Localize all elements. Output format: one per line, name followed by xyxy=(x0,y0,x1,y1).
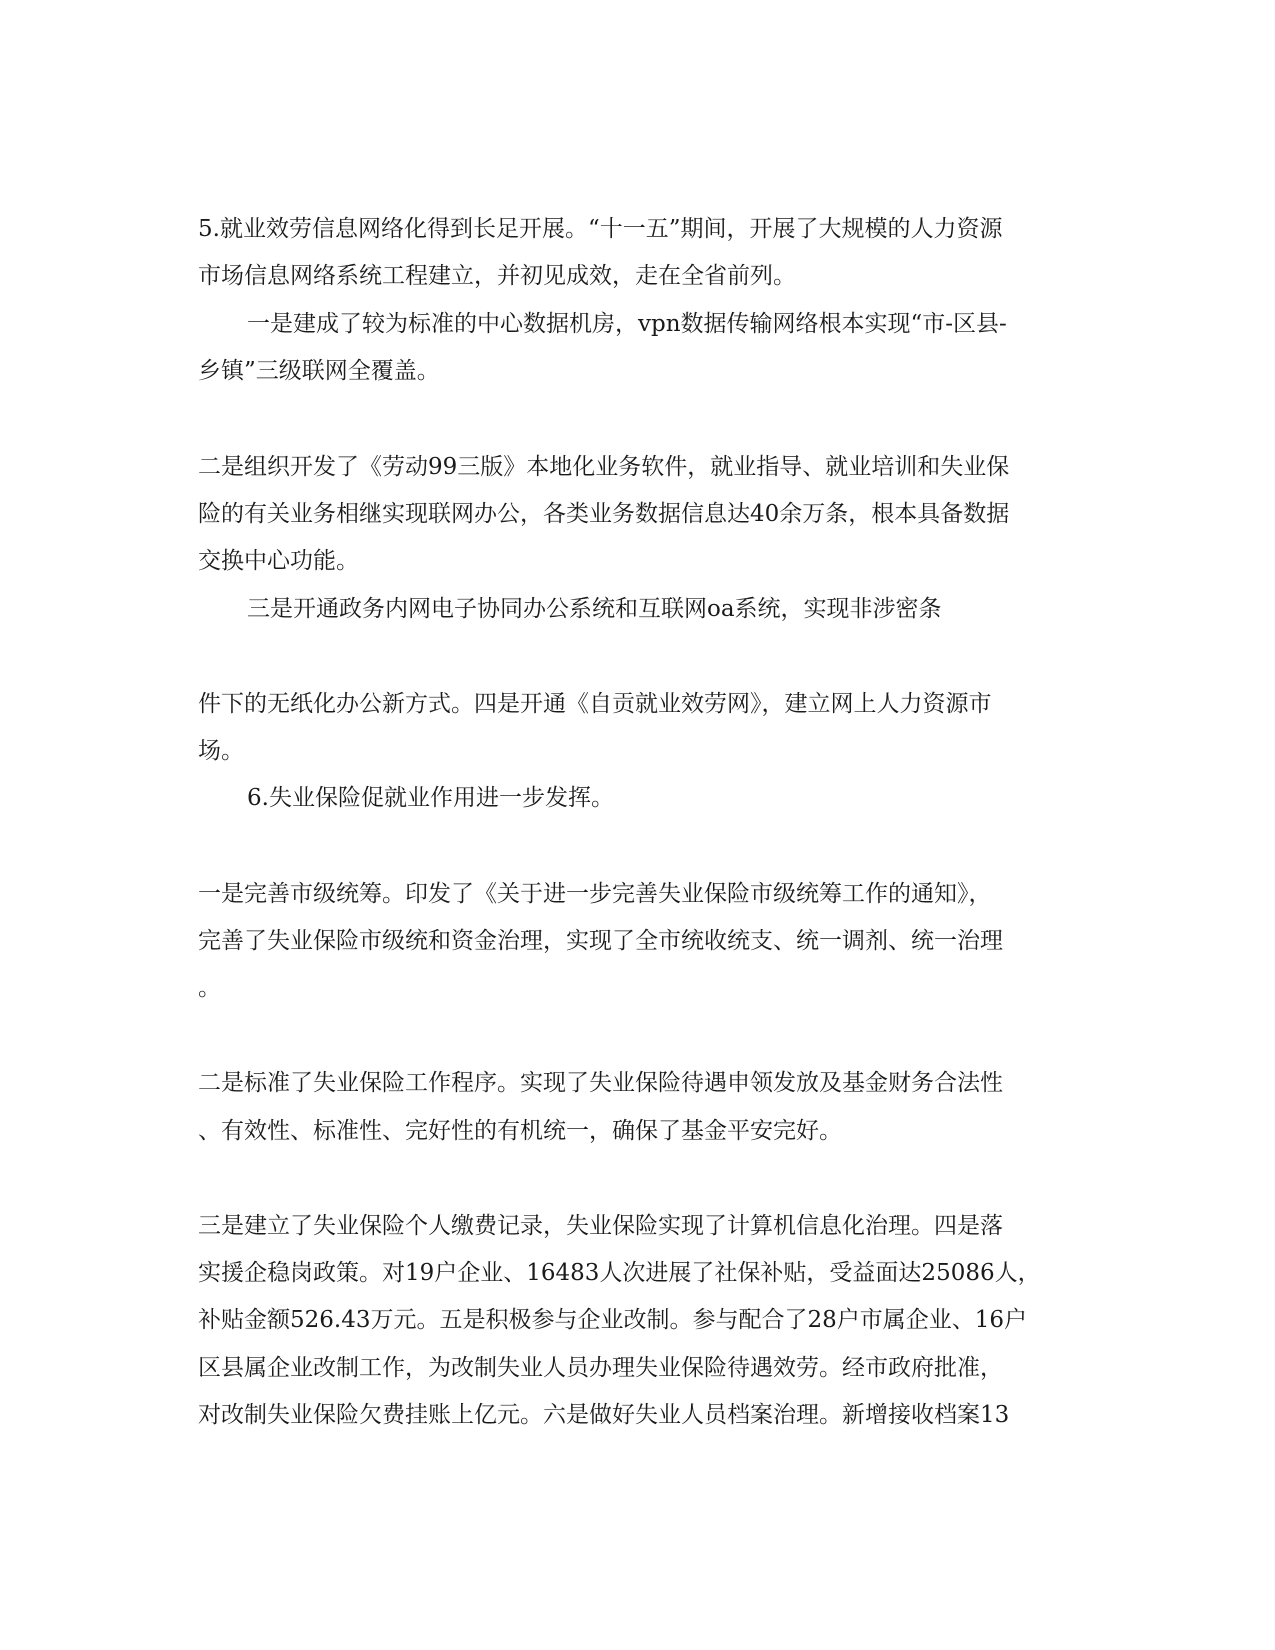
text-line: 补贴金额526.43万元。五是积极参与企业改制。参与配合了28户市属企业、16户 xyxy=(198,1307,1028,1333)
text-line: 交换中心功能。 xyxy=(198,548,359,574)
text-line: 场。 xyxy=(198,738,244,764)
text-line: 乡镇”三级联网全覆盖。 xyxy=(198,358,440,384)
text-line: 一是完善市级统筹。印发了《关于进一步完善失业保险市级统筹工作的通知》， xyxy=(198,881,992,907)
text-line: 三是开通政务内网电子协同办公系统和互联网oa系统，实现非涉密条 xyxy=(247,596,942,622)
text-line: 一是建成了较为标准的中心数据机房，vpn数据传输网络根本实现“市-区县- xyxy=(247,311,1007,337)
text-line: 。 xyxy=(198,975,221,1001)
text-line: 区县属企业改制工作，为改制失业人员办理失业保险待遇效劳。经市政府批准， xyxy=(198,1355,1003,1381)
text-line: 实援企稳岗政策。对19户企业、16483人次进展了社保补贴，受益面达25086人， xyxy=(198,1260,1041,1286)
text-line: 对改制失业保险欠费挂账上亿元。六是做好失业人员档案治理。新增接收档案13 xyxy=(198,1402,1010,1428)
text-line: 市场信息网络系统工程建立，并初见成效，走在全省前列。 xyxy=(198,263,796,289)
text-line: 二是标准了失业保险工作程序。实现了失业保险待遇申领发放及基金财务合法性 xyxy=(198,1070,1003,1096)
text-line: 完善了失业保险市级统和资金治理，实现了全市统收统支、统一调剂、统一治理 xyxy=(198,928,1003,954)
text-line: 险的有关业务相继实现联网办公，各类业务数据信息达40余万条，根本具备数据 xyxy=(198,501,1010,527)
text-line: 件下的无纸化办公新方式。四是开通《自贡就业效劳网》，建立网上人力资源市 xyxy=(198,691,992,717)
text-line: 、有效性、标准性、完好性的有机统一，确保了基金平安完好。 xyxy=(198,1118,842,1144)
text-line: 5.就业效劳信息网络化得到长足开展。“十一五”期间，开展了大规模的人力资源 xyxy=(198,216,1003,242)
text-line: 二是组织开发了《劳动99三版》本地化业务软件，就业指导、就业培训和失业保 xyxy=(198,454,1010,480)
text-line: 三是建立了失业保险个人缴费记录，失业保险实现了计算机信息化治理。四是落 xyxy=(198,1213,1003,1239)
text-line: 6.失业保险促就业作用进一步发挥。 xyxy=(247,785,614,811)
